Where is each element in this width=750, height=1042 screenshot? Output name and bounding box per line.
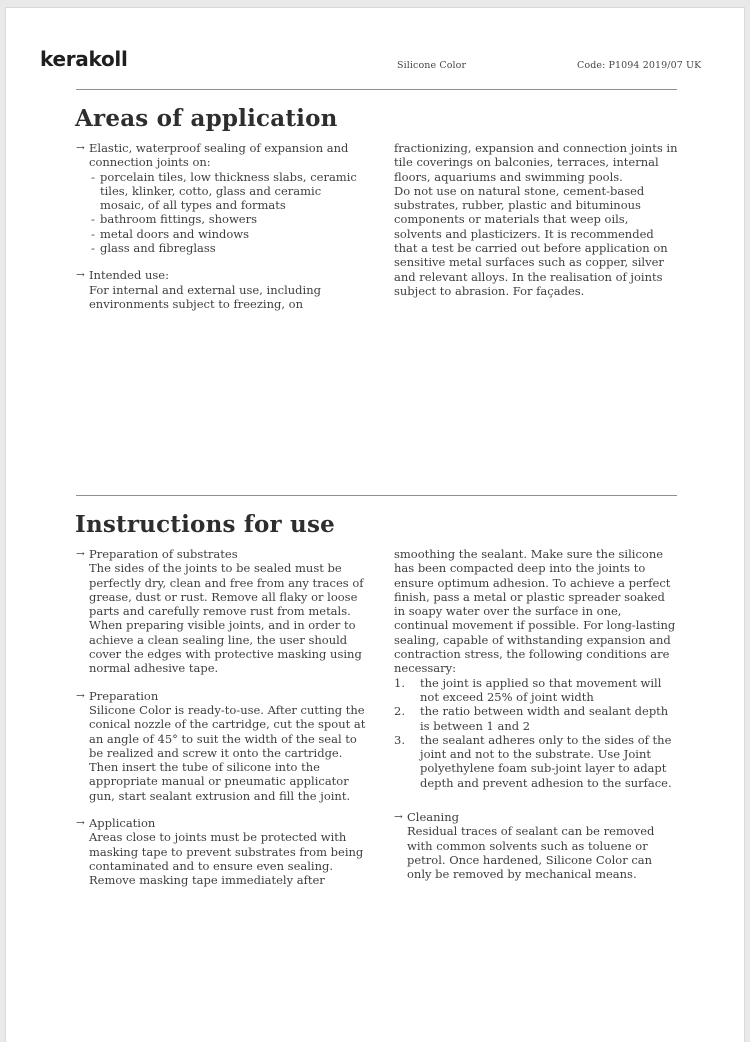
list-item-title: Cleaning: [407, 810, 459, 825]
numbered-item-text: the ratio between width and sealant depth is between 1 and 2: [420, 704, 669, 733]
section-divider-instructions: [76, 495, 677, 496]
section-title-areas: Areas of application: [75, 105, 338, 132]
sub-list-item-text: bathroom fittings, showers: [100, 212, 258, 227]
arrow-bullet-icon: →: [394, 811, 403, 824]
document-code: Code: P1094 2019/07 UK: [577, 60, 702, 71]
list-item-title: Preparation: [89, 688, 159, 703]
dash-bullet-icon: -: [91, 241, 95, 256]
paragraph-continuation: smoothing the sealant. Make sure the silicone has been compacted deep into the joints to ensure optimum adhesion. To achieve a perfect finish, pass a metal or plastic spreader soaked in soapy water over the surface in one, continual movement if possible. For long-lasting sealing, capable of withstanding expansion and contraction stress, the following conditions are necessary:: [394, 547, 676, 676]
kerakoll-logo: kerakoll: [40, 47, 128, 71]
product-name: Silicone Color: [397, 60, 467, 71]
areas-left-column: [76, 141, 367, 311]
list-number: 3.: [394, 732, 405, 747]
numbered-list-item: [394, 676, 679, 705]
sub-list-item: [91, 227, 367, 241]
arrow-bullet-icon: →: [76, 689, 85, 702]
list-item-elastic-sealing: [76, 141, 367, 255]
list-item-title: Preparation of substrates: [89, 547, 238, 561]
arrow-bullet-icon: →: [76, 548, 85, 560]
sub-list-item: [91, 241, 367, 255]
paragraph: Do not use on natural stone, cement-based substrates, rubber, plastic and bituminous components or materials that weep oils, solvents and plasticizers. It is recommended that a test be carried out before application on sensitive metal surfaces such as copper, silver and relevant alloys. In the realisation of joints subject to abrasion. For façades.: [394, 183, 668, 298]
list-item-body: Silicone Color is ready-to-use. After cutting the conical nozzle of the cartridge, cut the spout at an angle of 45° to suit the width of the seal to be realized and screw it onto the cartridge. Then insert the tube of silicone into the appropriate manual or pneumatic applicator gun, start sealant extrusion and fill the joint.: [89, 702, 366, 803]
list-number: 2.: [394, 704, 405, 719]
section-title-instructions: Instructions for use: [75, 511, 335, 538]
list-item-body: For internal and external use, including environments subject to freezing, on: [89, 282, 321, 311]
instructions-right-column: [394, 547, 679, 882]
list-item-intended-use: [76, 268, 367, 311]
list-number: 1.: [394, 675, 405, 690]
sub-list-item-text: glass and fibreglass: [100, 241, 216, 256]
numbered-list-item: [394, 704, 679, 733]
sub-list-item-text: porcelain tiles, low thickness slabs, ceramic tiles, klinker, cotto, glass and ceramic mosaic, of all types and formats: [100, 169, 357, 213]
arrow-bullet-icon: →: [76, 269, 85, 282]
list-item-preparation-substrates: [76, 547, 367, 676]
instructions-left-column: [76, 547, 367, 888]
arrow-bullet-icon: →: [76, 817, 85, 830]
section-divider-areas: [76, 89, 677, 90]
numbered-list-item: [394, 733, 679, 790]
areas-right-column: [394, 141, 679, 298]
list-item-cleaning: [394, 810, 679, 881]
paragraph: fractionizing, expansion and connection joints in tile coverings on balconies, terraces, internal floors, aquariums and swimming pools.: [394, 141, 678, 184]
list-item-preparation: [76, 689, 367, 803]
list-item-body: Residual traces of sealant can be removed with common solvents such as toluene or petrol. Once hardened, Silicone Color can only be removed by mechanical means.: [407, 824, 655, 882]
dash-bullet-icon: -: [91, 169, 95, 184]
sub-list-item: [91, 170, 367, 213]
datasheet-page: [5, 7, 745, 1042]
list-item-application: [76, 816, 367, 887]
numbered-item-text: the joint is applied so that movement will not exceed 25% of joint width: [420, 675, 662, 704]
list-item-lead: Elastic, waterproof sealing of expansion and connection joints on:: [89, 141, 349, 170]
dash-bullet-icon: -: [91, 226, 95, 241]
arrow-bullet-icon: →: [76, 142, 85, 154]
sub-list-item: [91, 212, 367, 226]
dash-bullet-icon: -: [91, 212, 95, 227]
list-item-title: Application: [89, 816, 156, 831]
numbered-item-text: the sealant adheres only to the sides of the joint and not to the substrate. Use Joint polyethylene foam sub-joint layer to adapt depth and prevent adhesion to the surface.: [420, 732, 672, 790]
list-item-body: The sides of the joints to be sealed must be perfectly dry, clean and free from any traces of grease, dust or rust. Remove all flaky or loose parts and carefully remove rust from metals. When preparing visible joints, and in order to achieve a clean sealing line, the user should cover the edges with protective masking using normal adhesive tape.: [89, 561, 364, 676]
list-item-body: Areas close to joints must be protected with masking tape to prevent substrates from being contaminated and to ensure even sealing. Remove masking tape immediately after: [89, 830, 364, 888]
sub-list-item-text: metal doors and windows: [100, 226, 250, 241]
list-item-title: Intended use:: [89, 268, 169, 283]
